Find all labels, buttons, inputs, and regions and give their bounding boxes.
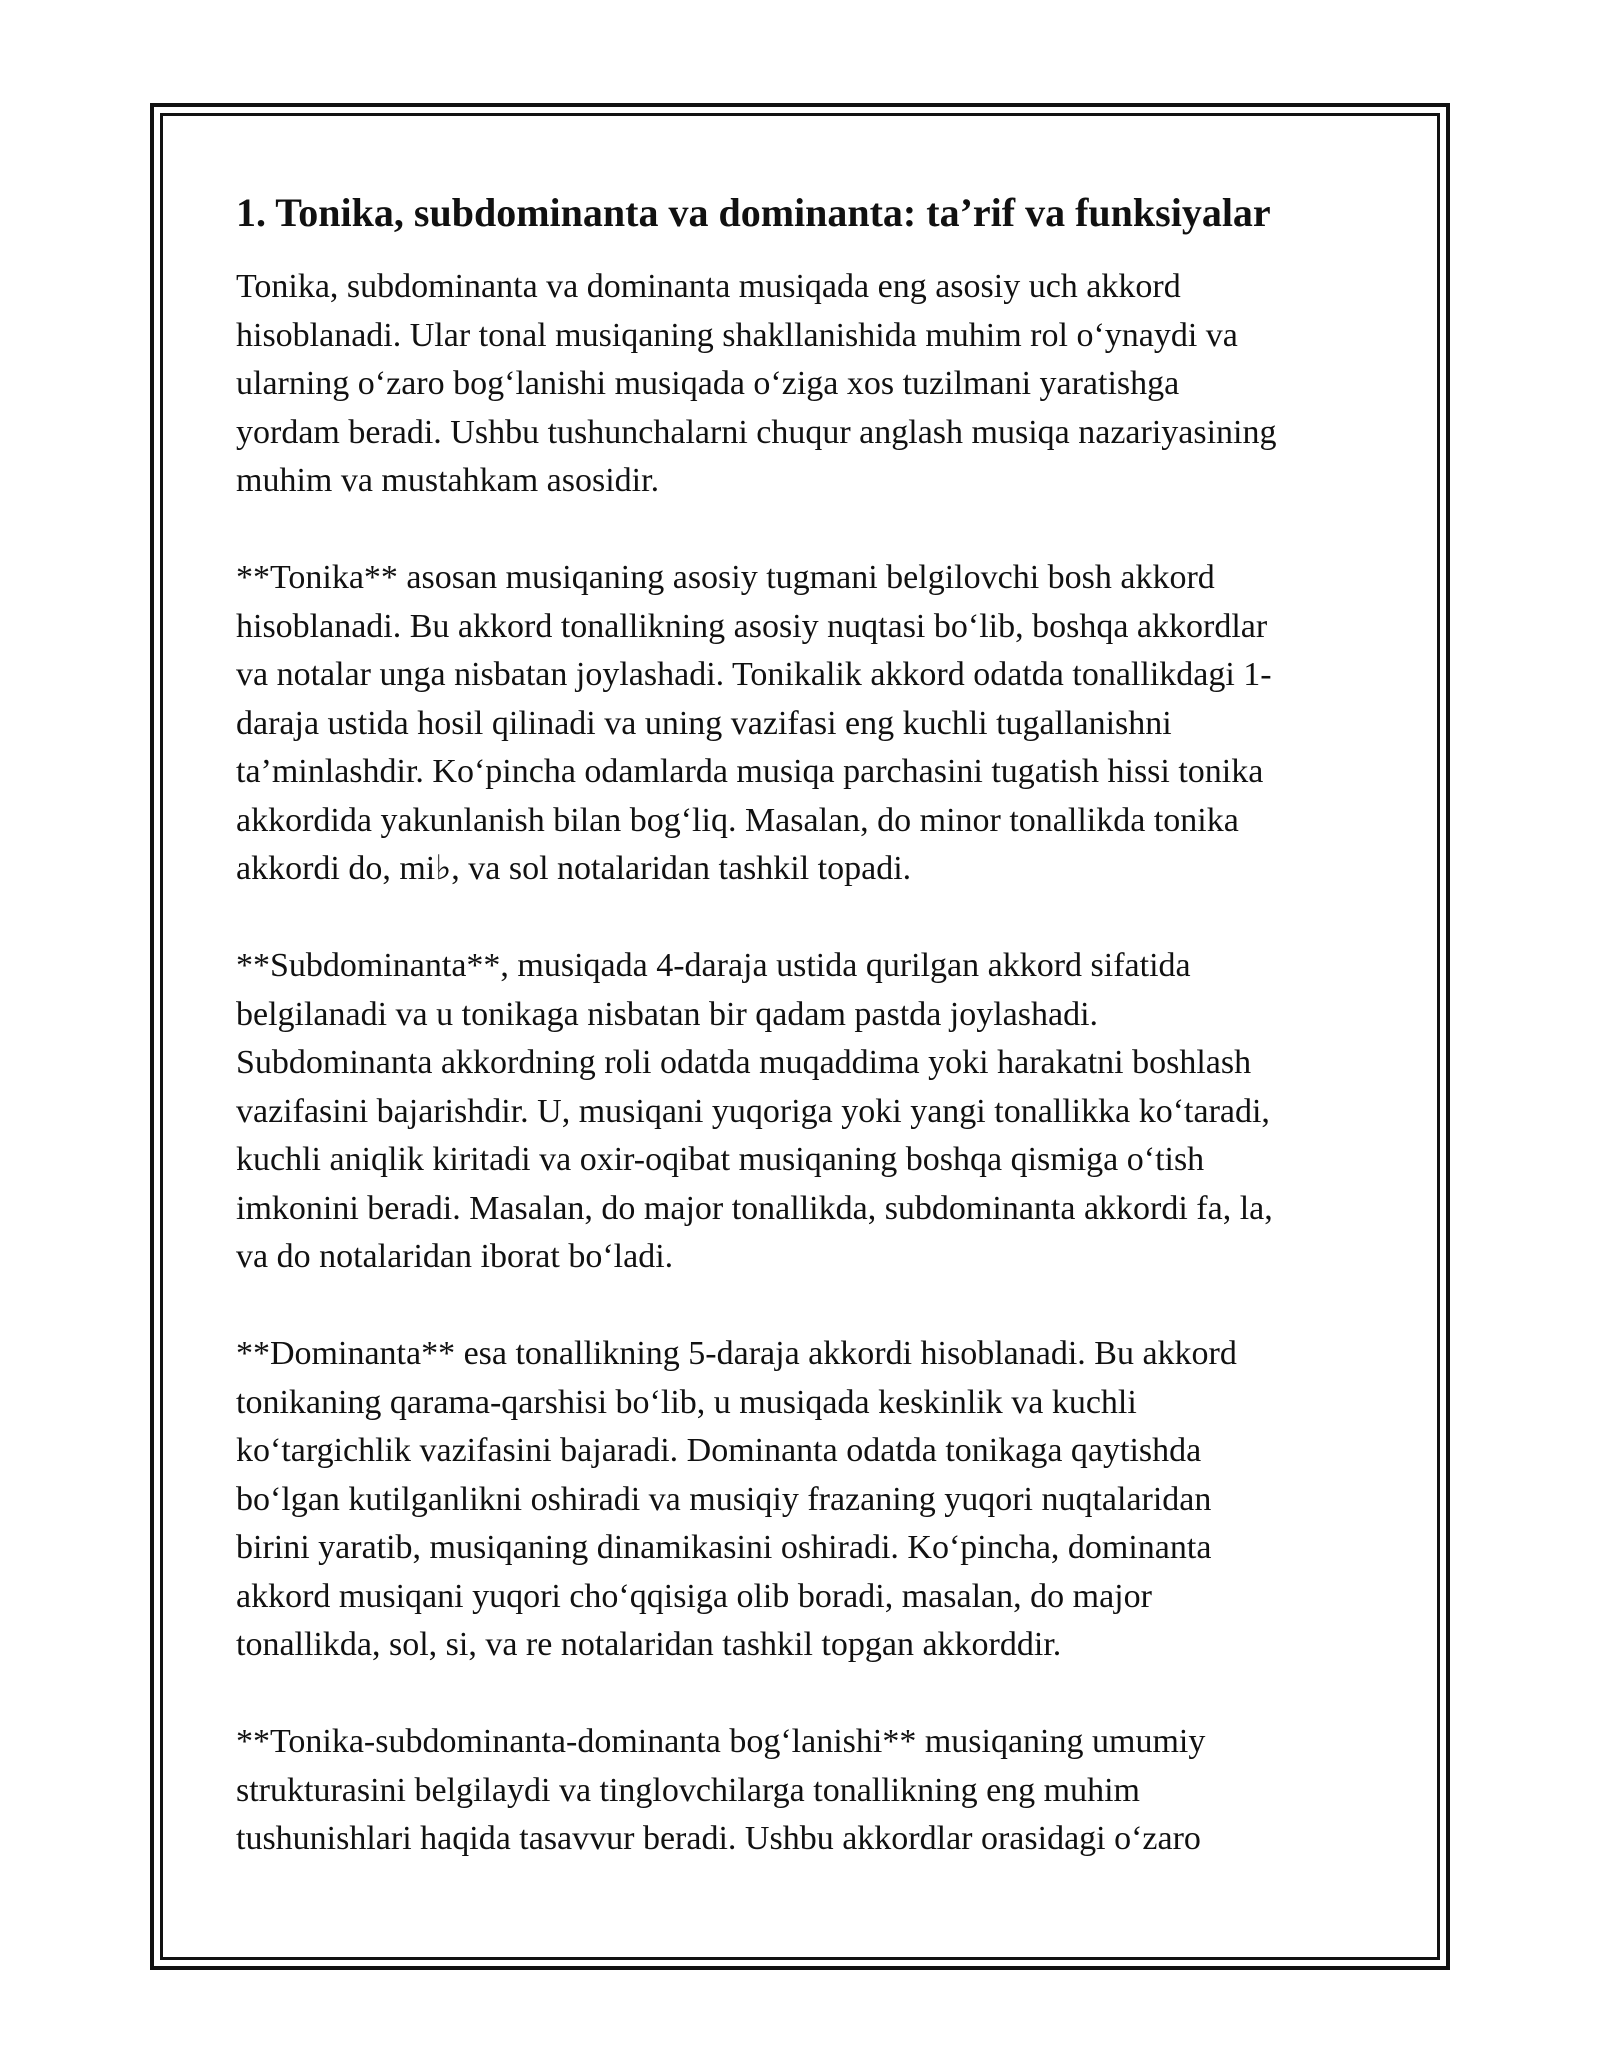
paragraph-tonika: [236, 554, 1386, 894]
document-body: [236, 185, 1386, 1912]
text-line: yordam beradi. Ushbu tushunchalarni chuqur anglash musiqa nazariyasining: [236, 413, 1277, 451]
text-line: Tonika, subdominanta va dominanta musiqada eng asosiy uch akkord: [236, 268, 1181, 305]
text-line: ko‘targichlik vazifasini bajaradi. Dominanta odatda tonikaga qaytishda: [236, 1432, 1202, 1469]
text-line: tonallikda, sol, si, va re notalaridan tashkil topgan akkorddir.: [236, 1626, 1062, 1663]
text-line: tonikaning qarama-qarshisi bo‘lib, u musiqada keskinlik va kuchli: [236, 1383, 1137, 1421]
text-line: vazifasini bajarishdir. U, musiqani yuqoriga yoki yangi tonallikka ko‘taradi,: [236, 1092, 1270, 1130]
text-line: hisoblanadi. Ular tonal musiqaning shakllanishida muhim rol o‘ynaydi va: [236, 316, 1238, 354]
text-line: akkord musiqani yuqori cho‘qqisiga olib boradi, masalan, do major: [236, 1577, 1152, 1615]
text-line: kuchli aniqlik kiritadi va oxir-oqibat musiqaning boshqa qismiga o‘tish: [236, 1141, 1205, 1178]
text-line: tushunishlari haqida tasavvur beradi. Ushbu akkordlar orasidagi o‘zaro: [236, 1820, 1201, 1857]
text-line: ularning o‘zaro bog‘lanishi musiqada o‘ziga xos tuzilmani yaratishga: [236, 365, 1180, 402]
text-line: **Subdominanta**, musiqada 4-daraja ustida qurilgan akkord sifatida: [236, 947, 1191, 984]
text-line: hisoblanadi. Bu akkord tonallikning asosiy nuqtasi bo‘lib, boshqa akkordlar: [236, 607, 1268, 645]
text-line: akkordida yakunlanish bilan bog‘liq. Masalan, do minor tonallikda tonika: [236, 801, 1239, 839]
paragraph-intro: [236, 263, 1386, 506]
text-line: va notalar unga nisbatan joylashadi. Tonikalik akkord odatda tonallikdagi 1-: [236, 656, 1272, 693]
section-heading: 1. Tonika, subdominanta va dominanta: ta’rif va funksiyalar: [236, 190, 1271, 235]
text-line: bo‘lgan kutilganlikni oshiradi va musiqiy frazaning yuqori nuqtalaridan: [236, 1480, 1212, 1518]
paragraph-dominanta: [236, 1330, 1386, 1670]
text-line: ta’minlashdir. Ko‘pincha odamlarda musiqa parchasini tugatish hissi tonika: [236, 753, 1264, 790]
text-line: **Tonika** asosan musiqaning asosiy tugmani belgilovchi bosh akkord: [236, 559, 1215, 596]
text-line: daraja ustida hosil qilinadi va uning vazifasi eng kuchli tugallanishni: [236, 704, 1172, 742]
text-line: Subdominanta akkordning roli odatda muqaddima yoki harakatni boshlash: [236, 1044, 1252, 1081]
text-line: akkordi do, mi♭, va sol notalaridan tashkil topadi.: [236, 850, 912, 887]
text-line: belgilanadi va u tonikaga nisbatan bir qadam pastda joylashadi.: [236, 995, 1099, 1033]
text-line: va do notalaridan iborat bo‘ladi.: [236, 1238, 674, 1275]
text-line: birini yaratib, musiqaning dinamikasini oshiradi. Ko‘pincha, dominanta: [236, 1529, 1212, 1566]
text-line: muhim va mustahkam asosidir.: [236, 462, 660, 499]
text-line: imkonini beradi. Masalan, do major tonallikda, subdominanta akkordi fa, la,: [236, 1189, 1273, 1227]
text-line: **Dominanta** esa tonallikning 5-daraja akkordi hisoblanadi. Bu akkord: [236, 1335, 1237, 1372]
text-line: **Tonika-subdominanta-dominanta bog‘lanishi** musiqaning umumiy: [236, 1723, 1206, 1760]
text-line: strukturasini belgilaydi va tinglovchilarga tonallikning eng muhim: [236, 1771, 1141, 1809]
paragraph-boglanish: [236, 1718, 1386, 1864]
paragraph-subdominanta: [236, 942, 1386, 1282]
